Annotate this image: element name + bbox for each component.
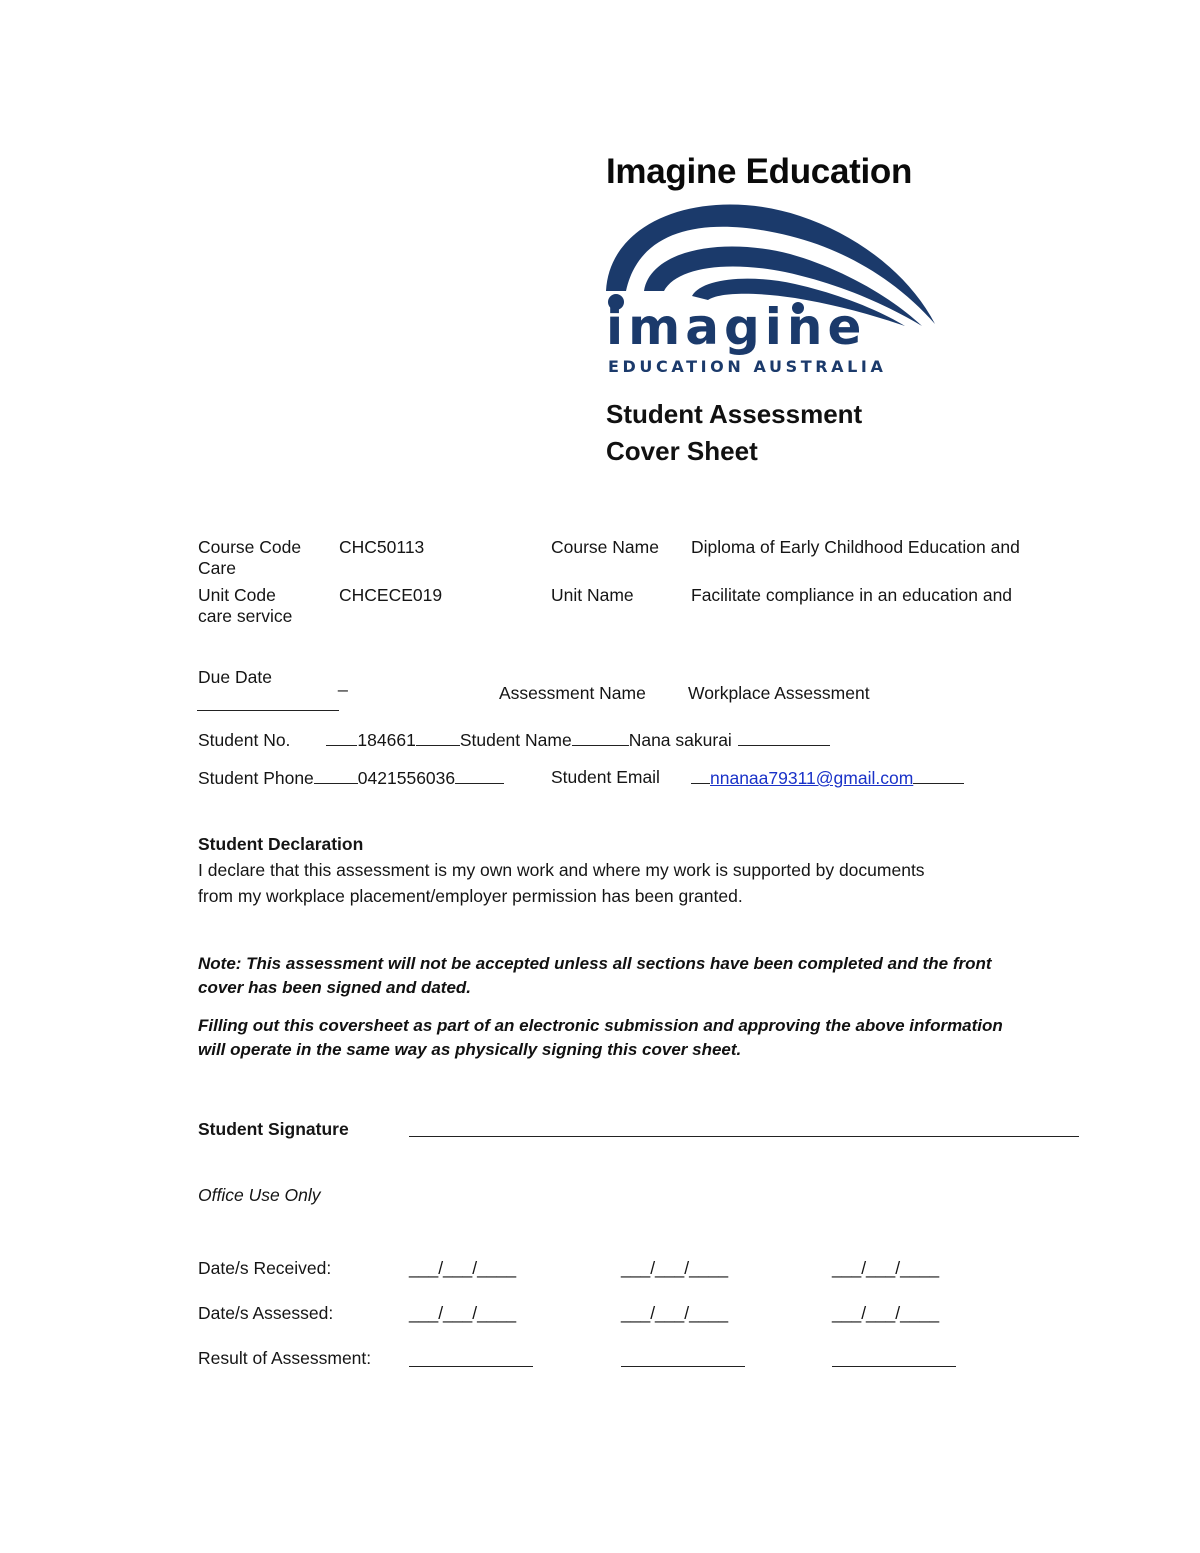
logo-tagline: EDUCATION AUSTRALIA	[608, 357, 887, 376]
unit-code-label: Unit Code	[198, 585, 276, 605]
unit-name-wrap: care service	[198, 606, 293, 626]
office-use-heading: Office Use Only	[198, 1185, 321, 1205]
student-signature-line[interactable]	[409, 1136, 1079, 1137]
declaration-line1: I declare that this assessment is my own work and where my work is supported by documents	[198, 860, 925, 880]
blank	[738, 729, 830, 746]
blank	[416, 729, 460, 746]
due-date-label: Due Date	[198, 667, 272, 687]
course-name-wrap: Care	[198, 558, 236, 578]
date-assessed-blank-1[interactable]: ___/___/____	[409, 1303, 517, 1323]
declaration-heading: Student Declaration	[198, 834, 364, 854]
note-line2: cover has been signed and dated.	[198, 978, 472, 997]
assessment-name-label: Assessment Name	[499, 683, 646, 703]
date-received-blank-3[interactable]: ___/___/____	[832, 1258, 940, 1278]
student-no-value: 184661	[357, 730, 416, 750]
course-code-label: Course Code	[198, 537, 302, 557]
student-email-link[interactable]: nnanaa79311@gmail.com	[710, 768, 914, 788]
date-assessed-label: Date/s Assessed:	[198, 1303, 334, 1323]
declaration-line2: from my workplace placement/employer permission has been granted.	[198, 886, 743, 906]
result-blank-2[interactable]	[621, 1366, 745, 1367]
date-received-blank-1[interactable]: ___/___/____	[409, 1258, 517, 1278]
date-assessed-blank-3[interactable]: ___/___/____	[832, 1303, 940, 1323]
unit-code-value: CHCECE019	[339, 585, 443, 605]
course-code-value: CHC50113	[339, 537, 425, 557]
sheet-title-line1: Student Assessment	[606, 399, 863, 429]
student-no-line	[198, 729, 830, 751]
due-date-mark: _	[338, 672, 348, 692]
student-no-label: Student No.	[198, 730, 291, 750]
school-title: Imagine Education	[606, 152, 913, 191]
electronic-note-line2: will operate in the same way as physically signing this cover sheet.	[198, 1040, 742, 1059]
assessment-name-value: Workplace Assessment	[688, 683, 870, 703]
student-phone-line	[198, 767, 504, 789]
imagine-logo	[600, 196, 945, 396]
date-received-label: Date/s Received:	[198, 1258, 332, 1278]
note-line1: Note: This assessment will not be accepted unless all sections have been completed and the front	[198, 954, 992, 973]
blank	[691, 767, 710, 784]
course-name-label: Course Name	[551, 537, 659, 557]
student-email-field	[691, 767, 964, 789]
student-name-label: Student Name	[459, 730, 572, 750]
student-phone-value: 0421556036	[357, 768, 456, 788]
blank	[455, 767, 504, 784]
sheet-title-line2: Cover Sheet	[606, 436, 758, 466]
electronic-note-line1: Filling out this coversheet as part of an electronic submission and approving the above information	[198, 1016, 1003, 1035]
student-name-value: Nana sakurai	[628, 730, 732, 750]
blank	[572, 729, 629, 746]
result-label: Result of Assessment:	[198, 1348, 372, 1368]
date-received-blank-2[interactable]: ___/___/____	[621, 1258, 729, 1278]
student-phone-label: Student Phone	[198, 768, 314, 788]
blank	[913, 767, 964, 784]
unit-name-label: Unit Name	[551, 585, 634, 605]
result-blank-3[interactable]	[832, 1366, 956, 1367]
due-date-line[interactable]	[197, 710, 339, 711]
result-blank-1[interactable]	[409, 1366, 533, 1367]
unit-name-value: Facilitate compliance in an education and	[691, 585, 1013, 605]
student-email-label: Student Email	[551, 767, 660, 787]
logo-wordmark: imagine	[606, 298, 867, 356]
student-signature-label: Student Signature	[198, 1119, 349, 1139]
date-assessed-blank-2[interactable]: ___/___/____	[621, 1303, 729, 1323]
blank	[326, 729, 357, 746]
course-name-value: Diploma of Early Childhood Education and	[691, 537, 1020, 557]
blank	[314, 767, 358, 784]
